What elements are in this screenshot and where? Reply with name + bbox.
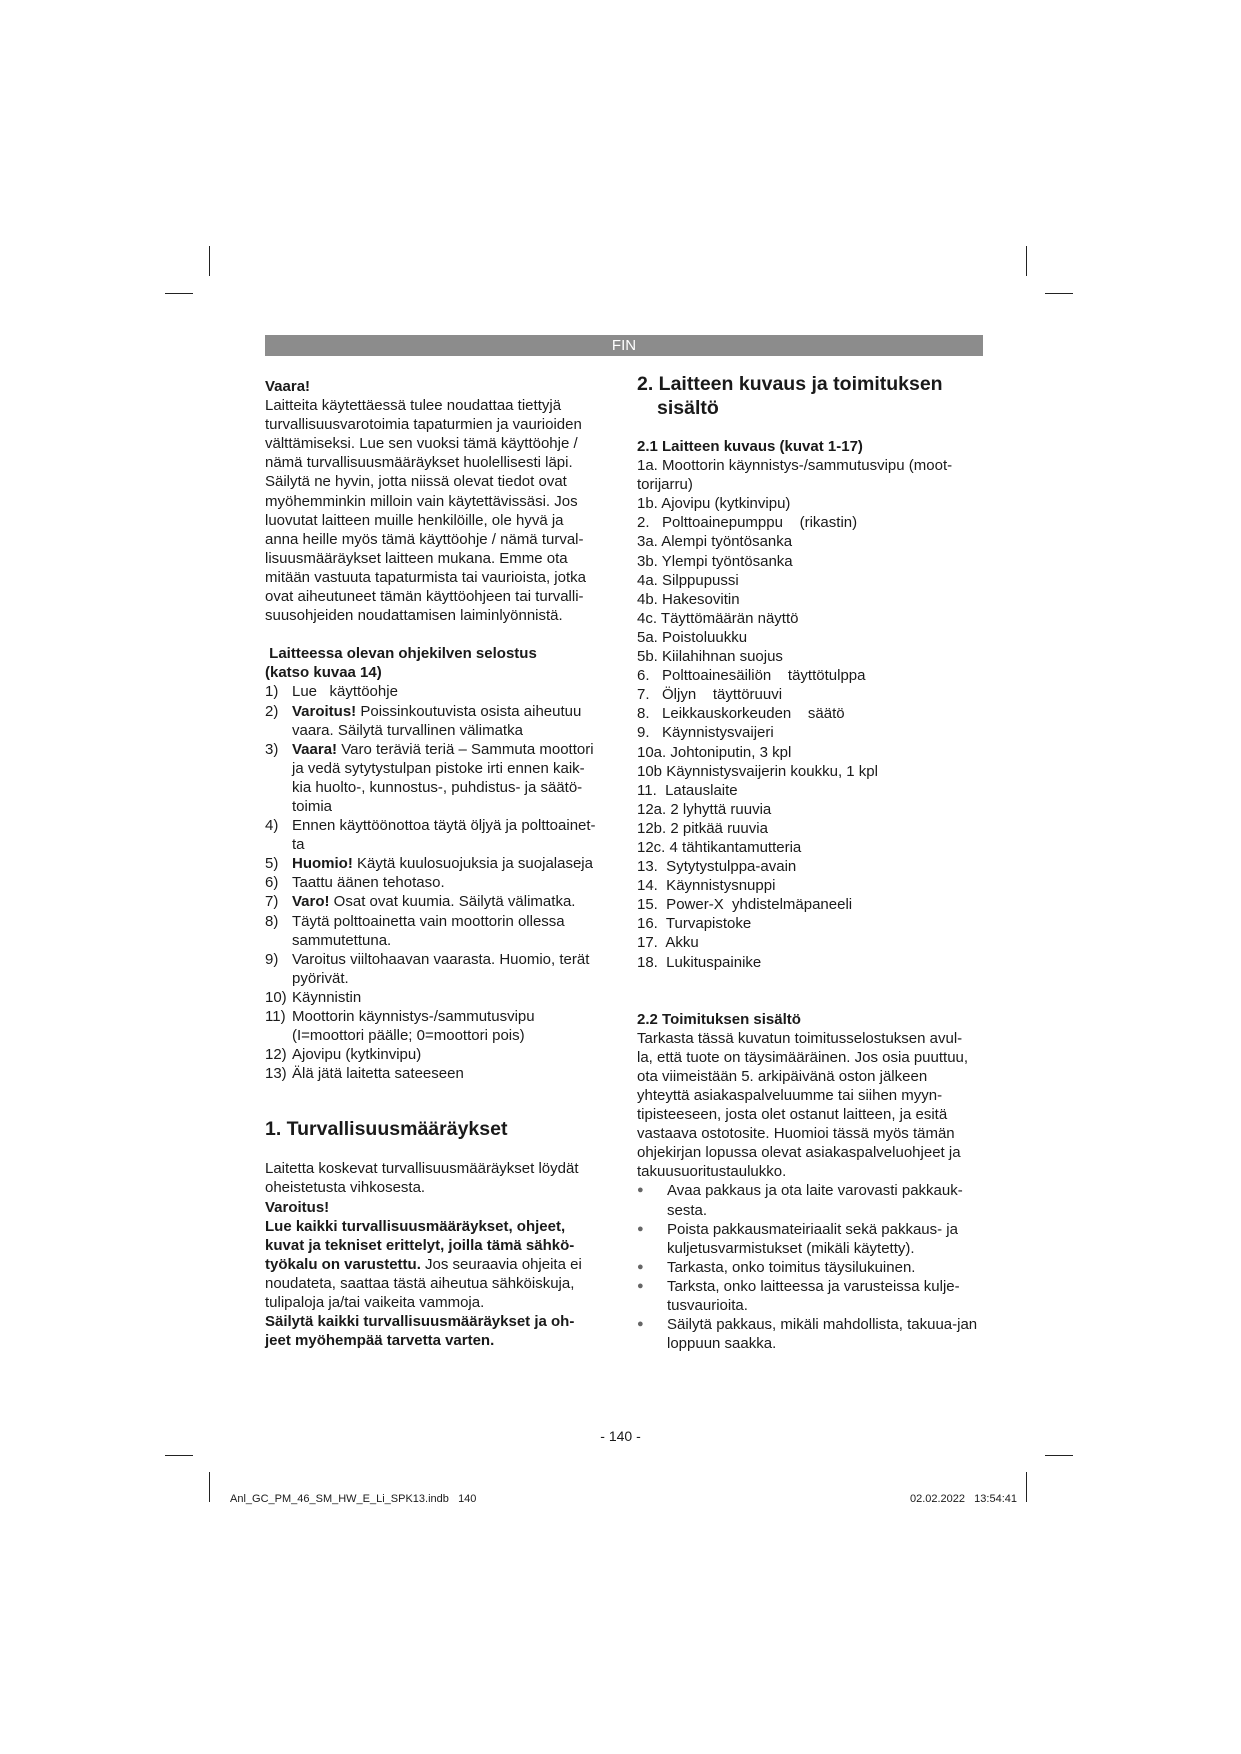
text-line: jeet myöhempää tarvetta varten.	[265, 1332, 495, 1350]
symbol-number: 3)	[265, 740, 279, 758]
symbol-text: Älä jätä laitetta sateeseen	[292, 1065, 464, 1083]
part-item: 3b. Ylempi työntösanka	[637, 552, 793, 570]
crop-mark	[1045, 1455, 1073, 1456]
varoitus-label: Varoitus!	[265, 1198, 330, 1216]
symbol-item	[265, 1007, 600, 1045]
symbol-number: 13)	[265, 1065, 287, 1083]
text-line: noudateta, saattaa tästä aiheutua sähköiskuja,	[265, 1274, 575, 1292]
bullet-item	[637, 1181, 982, 1219]
bullet-text: Säilytä pakkaus, mikäli mahdollista, takuua-jan loppuun saakka.	[667, 1316, 978, 1353]
crop-mark	[1026, 1472, 1027, 1502]
symbol-text: Varoitus viiltohaavan vaarasta. Huomio, terät pyörivät.	[292, 950, 594, 987]
symbol-number: 10)	[265, 988, 287, 1006]
bullet-dot-icon: ●	[637, 1184, 644, 1197]
part-item: 12a. 2 lyhyttä ruuvia	[637, 800, 772, 818]
footer-file: Anl_GC_PM_46_SM_HW_E_Li_SPK13.indb 140	[230, 1493, 477, 1505]
symbol-bold: Varoitus!	[292, 702, 357, 720]
symbol-text: Käynnistin	[292, 988, 362, 1006]
subsection-2-1-title: 2.1 Laitteen kuvaus (kuvat 1-17)	[637, 438, 863, 455]
symbol-number: 2)	[265, 702, 279, 720]
crop-mark	[209, 246, 210, 276]
part-item: 17. Akku	[637, 934, 699, 952]
text-line: Laitetta koskevat turvallisuusmääräykset löydät	[265, 1160, 579, 1178]
text-line: ota viimeistään 5. arkipäivänä oston jälkeen	[637, 1067, 928, 1085]
symbol-number: 8)	[265, 912, 279, 930]
symbol-text: Käytä kuulosuojuksia ja suojalaseja	[352, 855, 593, 873]
symbol-text: Taattu äänen tehotaso.	[292, 874, 445, 892]
part-item: 4b. Hakesovitin	[637, 590, 740, 608]
text-line: myöhemminkin milloin vain käytettävissäsi. Jos	[265, 492, 578, 510]
symbol-text: Osat ovat kuumia. Säilytä välimatka.	[329, 893, 576, 911]
symbol-bold: Vaara!	[292, 740, 338, 758]
symbol-item	[265, 1045, 600, 1064]
part-item: 18. Lukituspainike	[637, 953, 762, 971]
text-line: Laitteita käytettäessä tulee noudattaa tiettyjä	[265, 397, 562, 415]
left-column	[265, 377, 600, 1350]
text-line: nämä turvallisuusmääräykset huolellisesti läpi.	[265, 454, 573, 472]
text-line	[265, 1255, 600, 1274]
symbol-text: Ajovipu (kytkinvipu)	[292, 1046, 422, 1064]
text-line: ohjekirjan lopussa olevat asiakaspalveluohjeet ja	[637, 1144, 961, 1162]
bullet-text: Tarkasta, onko toimitus täysilukuinen.	[667, 1258, 916, 1276]
language-header: FIN	[265, 335, 983, 356]
text-line: oheistetusta vihkosesta.	[265, 1179, 426, 1197]
symbol-item	[265, 950, 600, 988]
crop-mark	[1026, 246, 1027, 276]
part-item: 14. Käynnistysnuppi	[637, 877, 776, 895]
text-line: anna heille myös tämä käyttöohje / nämä turval-	[265, 530, 584, 548]
symbol-item	[265, 816, 600, 854]
text-line: ovat aiheutuneet tämän käyttöohjeen tai turvalli-	[265, 588, 584, 606]
symbol-number: 5)	[265, 855, 279, 873]
delivery-paragraph	[637, 1029, 982, 1182]
part-item: 11. Latauslaite	[637, 781, 738, 799]
text-line: la, että tuote on täysimääräinen. Jos osia puuttuu,	[637, 1048, 969, 1066]
bullet-dot-icon: ●	[637, 1222, 644, 1235]
symbol-item	[265, 1064, 600, 1083]
symbols-list	[265, 682, 600, 1083]
bullet-item	[637, 1258, 982, 1277]
text-line: Säilytä kaikki turvallisuusmääräykset ja oh-	[265, 1313, 575, 1331]
symbols-title: Laitteessa olevan ohjekilven selostus	[265, 645, 537, 663]
text-line: luovutat laitteen muille henkilöille, ole hyvä ja	[265, 511, 564, 529]
bullet-item	[637, 1315, 982, 1353]
text-line: tulipaloja ja/tai vaikeita vammoja.	[265, 1294, 485, 1312]
symbol-number: 9)	[265, 950, 279, 968]
symbol-item	[265, 892, 600, 911]
symbol-bold: Huomio!	[292, 855, 353, 873]
symbol-item	[265, 873, 600, 892]
vaara-title: Vaara!	[265, 378, 311, 395]
symbols-subtitle: (katso kuvaa 14)	[265, 664, 382, 682]
part-item: 16. Turvapistoke	[637, 915, 752, 933]
text-line: kuvat ja tekniset erittelyt, joilla tämä sähkö-	[265, 1236, 575, 1254]
part-item: 4c. Täyttömäärän näyttö	[637, 609, 799, 627]
text-line: yhteyttä asiakaspalveluumme tai siihen myyn-	[637, 1087, 943, 1104]
symbol-number: 4)	[265, 817, 279, 835]
section2-title-cont: sisältö	[657, 397, 719, 419]
part-item: 12b. 2 pitkää ruuvia	[637, 819, 768, 837]
part-item: 1a. Moottorin käynnistys-/sammutusvipu (moot-	[637, 457, 953, 475]
text-line: Säilytä ne hyvin, jotta niissä olevat tiedot ovat	[265, 473, 567, 491]
symbol-text: Täytä polttoainetta vain moottorin ollessa sammutettuna.	[292, 912, 569, 949]
crop-mark	[165, 1455, 193, 1456]
part-item: 2. Polttoainepumppu (rikastin)	[637, 514, 858, 532]
symbol-item	[265, 702, 600, 740]
text-fragment: Jos seuraavia ohjeita ei	[420, 1255, 582, 1273]
right-column	[637, 372, 982, 1353]
vaara-paragraph	[265, 396, 600, 625]
crop-mark	[1045, 293, 1073, 294]
crop-mark	[165, 293, 193, 294]
text-line: Lue kaikki turvallisuusmääräykset, ohjeet,	[265, 1217, 566, 1235]
symbol-number: 1)	[265, 683, 279, 701]
subsection-2-2-title: 2.2 Toimituksen sisältö	[637, 1010, 801, 1028]
symbol-item	[265, 988, 600, 1007]
bullet-dot-icon: ●	[637, 1279, 644, 1292]
symbol-number: 11)	[265, 1008, 286, 1025]
part-item: 5a. Poistoluukku	[637, 628, 748, 646]
symbol-number: 6)	[265, 874, 279, 892]
bullet-dot-icon: ●	[637, 1260, 644, 1273]
symbol-bold: Varo!	[292, 893, 330, 911]
text-line: turvallisuusvarotoimia tapaturmien ja vaurioiden	[265, 416, 582, 434]
text-line: Tarkasta tässä kuvatun toimitusselostuksen avul-	[637, 1029, 963, 1047]
footer-datetime: 02.02.2022 13:54:41	[909, 1493, 1017, 1505]
text-line: lisuusmääräykset laitteen mukana. Emme ota	[265, 549, 568, 567]
page-number: - 140 -	[600, 1428, 641, 1444]
symbol-text: Ennen käyttöönottoa täytä öljyä ja polttoainet-ta	[292, 817, 596, 854]
symbol-text: Varo teräviä teriä – Sammuta moottori ja vedä sytytystulpan pistoke irti ennen kaik-kia huolto-, kunnostus-, puhdistus- ja säätö-toimia	[292, 740, 598, 815]
bullet-item	[637, 1220, 982, 1258]
symbol-item	[265, 740, 600, 816]
symbol-number: 7)	[265, 893, 279, 911]
symbol-number: 12)	[265, 1046, 287, 1064]
bullet-dot-icon: ●	[637, 1318, 644, 1331]
crop-mark	[209, 1472, 210, 1502]
part-item: 5b. Kiilahihnan suojus	[637, 648, 783, 666]
text-line: vastaava ostotosite. Huomioi tässä myös tämän	[637, 1125, 955, 1143]
part-item: 8. Leikkauskorkeuden säätö	[637, 705, 845, 723]
bullet-text: Tarksta, onko laitteessa ja varusteissa kulje-tusvaurioita.	[667, 1277, 960, 1315]
part-item: 1b. Ajovipu (kytkinvipu)	[637, 495, 791, 513]
bullet-text: Avaa pakkaus ja ota laite varovasti pakkauk-sesta.	[667, 1182, 963, 1219]
section1-title: 1. Turvallisuusmääräykset	[265, 1118, 508, 1141]
text-line: takuusuoritustaulukko.	[637, 1163, 787, 1181]
part-item: torijarru)	[637, 476, 693, 494]
text-line: suusohjeiden noudattamisen laiminlyönnistä.	[265, 607, 563, 625]
text-line: mitään vastuuta tapaturmista tai vaurioista, jotka	[265, 568, 586, 586]
bullet-item	[637, 1277, 982, 1315]
part-item: 6. Polttoainesäiliön täyttötulppa	[637, 667, 866, 685]
part-item: 3a. Alempi työntösanka	[637, 533, 793, 551]
part-item: 7. Öljyn täyttöruuvi	[637, 686, 783, 704]
symbol-text: Moottorin käynnistys-/sammutusvipu (I=moottori päälle; 0=moottori pois)	[292, 1008, 539, 1045]
part-item: 15. Power-X yhdistelmäpaneeli	[637, 896, 853, 914]
part-item: 9. Käynnistysvaijeri	[637, 724, 774, 742]
part-item: 13. Sytytystulppa-avain	[637, 858, 797, 876]
text-line: tipisteeseen, josta olet ostanut laitteen, ja esitä	[637, 1106, 948, 1124]
bullet-list	[637, 1181, 982, 1353]
parts-list	[637, 456, 982, 972]
symbol-item	[265, 682, 600, 701]
symbol-item	[265, 912, 600, 950]
part-item: 10b Käynnistysvaijerin koukku, 1 kpl	[637, 762, 878, 780]
bold-fragment: työkalu on varustettu.	[265, 1255, 421, 1273]
part-item: 10a. Johtoniputin, 3 kpl	[637, 743, 792, 761]
section2-title: 2. Laitteen kuvaus ja toimituksen	[637, 373, 943, 395]
symbol-text: Poissinkoutuvista osista aiheutuu vaara. Säilytä turvallinen välimatka	[292, 702, 586, 739]
part-item: 4a. Silppupussi	[637, 571, 739, 589]
symbol-text: Lue käyttöohje	[292, 683, 398, 701]
part-item: 12c. 4 tähtikantamutteria	[637, 838, 802, 856]
text-line: välttämiseksi. Lue sen vuoksi tämä käyttöohje /	[265, 435, 578, 453]
bullet-text: Poista pakkausmateiriaalit sekä pakkaus- ja kuljetusvarmistukset (mikäli käytetty).	[667, 1220, 958, 1257]
symbol-item	[265, 854, 600, 873]
